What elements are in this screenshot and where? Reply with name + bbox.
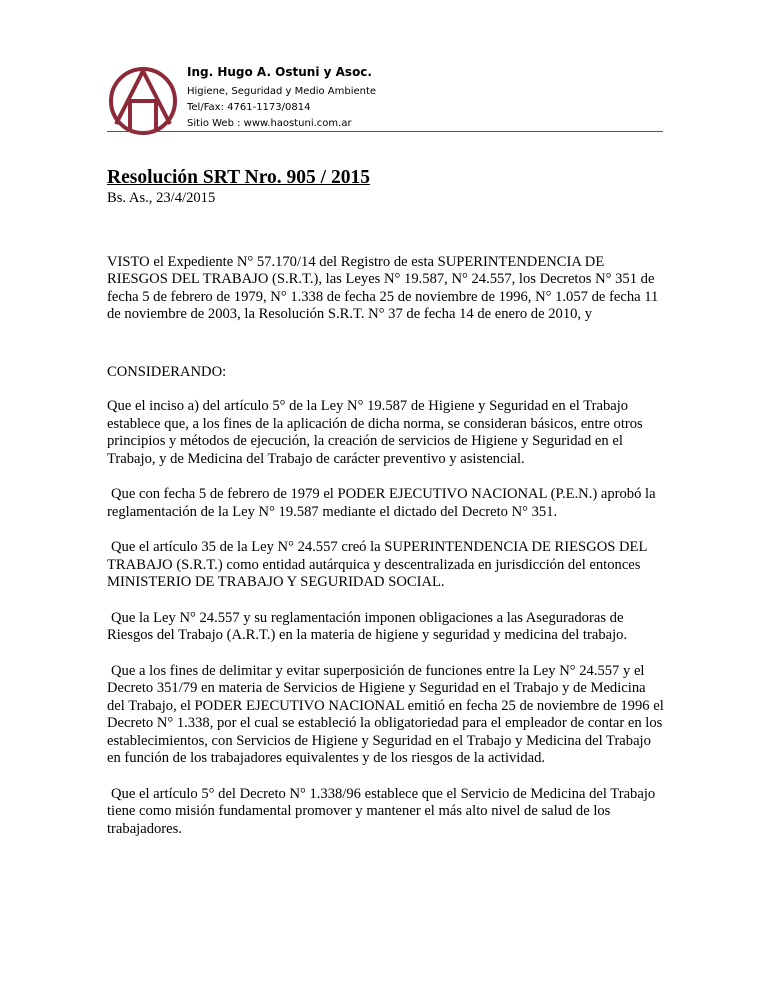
- header-divider: [107, 131, 663, 132]
- considerando-heading: CONSIDERANDO:: [107, 363, 227, 380]
- visto-paragraph: VISTO el Expediente N° 57.170/14 del Registro de esta SUPERINTENDENCIA DE RIESGOS DEL TRABAJO (S.R.T.), las Leyes N° 19.587, N° 24.557, los Decretos N° 351 de fecha 5 de febrero de 1979, N° 1.338 de fecha 25 de noviembre de 1996, N° 1.057 de fecha 11 de noviembre de 2003, la Resolución S.R.T. N° 37 de fecha 14 de enero de 2010, y: [107, 253, 659, 322]
- considerando-paragraph-5: Que a los fines de delimitar y evitar superposición de funciones entre la Ley N° 24.557 y el Decreto 351/79 en materia de Servicios de Higiene y Seguridad en el Trabajo y de Medicina del Trabajo, el PODER EJECUTIVO NACIONAL emitió en fecha 25 de noviembre de 1996 el Decreto N° 1.338, por el cual se estableció la obligatoriedad para el empleador de contar en los establecimientos, con Servicios de Higiene y Seguridad en el Trabajo y Medicina del Trabajo en función de los trabajadores equivalentes y de los riesgos de la actividad.: [107, 662, 664, 766]
- considerando-paragraph-1: Que el inciso a) del artículo 5° de la Ley N° 19.587 de Higiene y Seguridad en el Trabajo establece que, a los fines de la aplicación de dicha norma, se consideran básicos, entre otros principios y métodos de ejecución, la creación de servicios de Higiene y Seguridad en el Trabajo, y de Medicina del Trabajo de carácter preventivo y asistencial.: [107, 398, 643, 467]
- document-body: [107, 166, 667, 838]
- company-info: [187, 64, 376, 132]
- document-date: Bs. As., 23/4/2015: [107, 190, 216, 206]
- considerando-paragraph-6: Que el artículo 5° del Decreto N° 1.338/96 establece que el Servicio de Medicina del Trabajo tiene como misión fundamental promover y mantener el más alto nivel de salud de los trabajadores.: [107, 785, 656, 837]
- considerando-paragraph-2: Que con fecha 5 de febrero de 1979 el PODER EJECUTIVO NACIONAL (P.E.N.) aprobó la reglamentación de la Ley N° 19.587 mediante el dictado del Decreto N° 351.: [107, 486, 656, 520]
- company-name: Ing. Hugo A. Ostuni y Asoc.: [187, 65, 372, 79]
- company-website: Sitio Web : www.haostuni.com.ar: [187, 118, 352, 129]
- company-tagline: Higiene, Seguridad y Medio Ambiente: [187, 86, 377, 97]
- considerando-paragraph-4: Que la Ley N° 24.557 y su reglamentación imponen obligaciones a las Aseguradoras de Riesgos del Trabajo (A.R.T.) en la materia de higiene y seguridad y medicina del trabajo.: [107, 609, 628, 643]
- ha-monogram-logo-icon: [108, 66, 178, 136]
- considerando-paragraph-3: Que el artículo 35 de la Ley N° 24.557 creó la SUPERINTENDENCIA DE RIESGOS DEL TRABAJO (S.R.T.) como entidad autárquica y descentralizada en jurisdicción del entonces MINISTERIO DE TRABAJO Y SEGURIDAD SOCIAL.: [107, 539, 647, 590]
- document-title: Resolución SRT Nro. 905 / 2015: [107, 167, 370, 188]
- company-phone: Tel/Fax: 4761-1173/0814: [187, 102, 311, 113]
